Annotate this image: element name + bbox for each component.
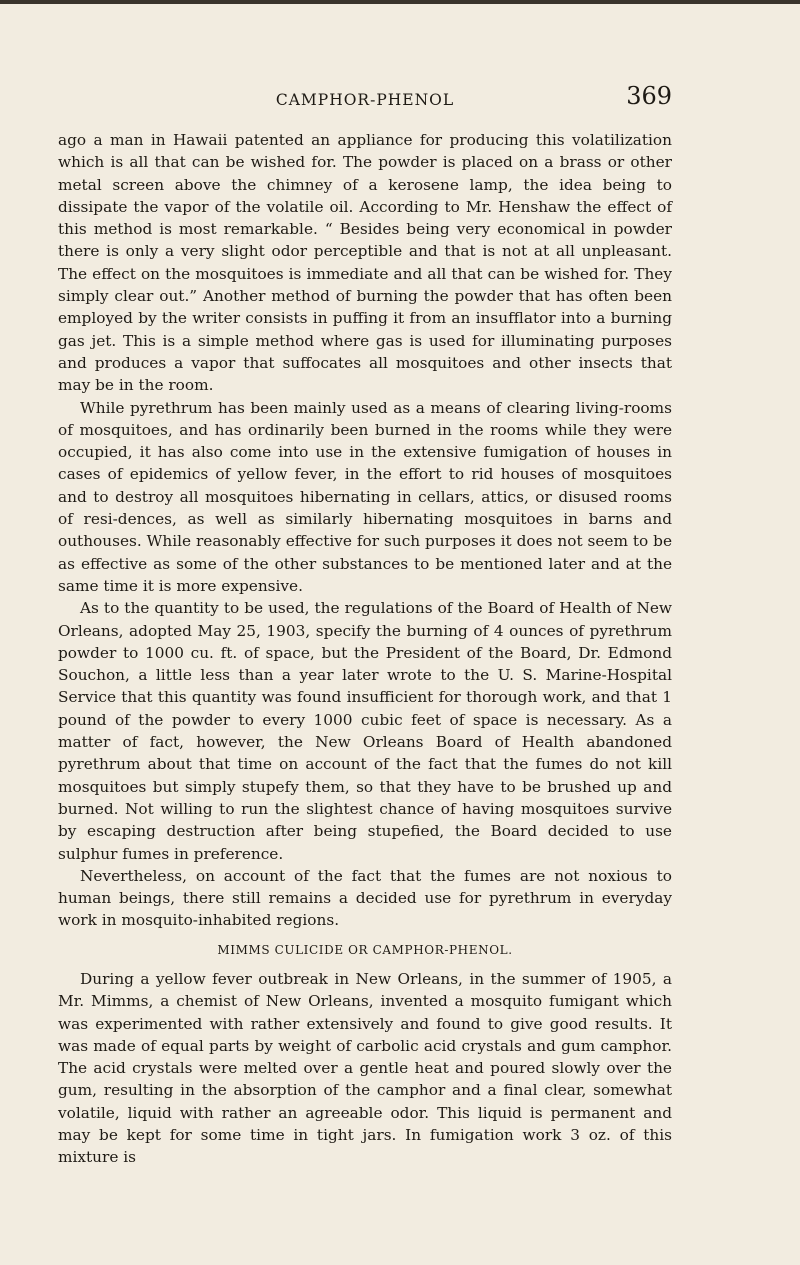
paragraph-mimms-culicide: During a yellow fever outbreak in New Orleans, in the summer of 1905, a Mr. Mimms, a chemist of New Orleans, invented a mosquito fumigant which was experimented with rather extensively and found to give good results. It was made of equal parts by weight of carbolic acid crystals and gum camphor. The acid crystals were melted over a gentle heat and poured slowly over the gum, resulting in the absorption of the camphor and a final clear, somewhat volatile, liquid with rather an agreeable odor. This liquid is permanent and may be kept for some time in tight jars. In fumigation work 3 oz. of this mixture is — [58, 969, 672, 1167]
book-page — [58, 0, 672, 1265]
running-title: CAMPHOR-PHENOL — [275, 91, 455, 109]
page-header — [58, 82, 672, 112]
paragraph-continued: ago a man in Hawaii patented an appliance for producing this volatilization which is all that can be wished for. The powder is placed on a brass or other metal screen above the chimney of a kerosene lamp, the idea being to dissipate the vapor of the volatile oil. According to Mr. Henshaw the effect of this method is most remarkable. “ Besides being very economical in powder there is only a very slight odor perceptible and that is not at all unpleasant. The effect on the mosquitoes is immediate and all that can be wished for. They simply clear out.” Another method of burning the powder that has often been employed by the writer consists in puffing it from an insufflator into a burning gas jet. This is a simple method where gas is used for illuminating purposes and produces a vapor that suffocates all mosquitoes and other insects that may be in the room. — [58, 131, 672, 395]
page-number: 369 — [626, 82, 672, 110]
paragraph-pyrethrum-use: While pyrethrum has been mainly used as a means of clearing living-rooms of mosquitoes, and has ordinarily been burned in the rooms while they were occupied, it has also come into use in the extensive fumigation of houses in cases of epidemics of yellow fever, in the effort to rid houses of mosquitoes and to destroy all mosquitoes hibernating in cellars, attics, or disused rooms of resi-dences, as well as similarly hibernating mosquitoes in barns and outhouses. While reasonably effective for such purposes it does not seem to be as effective as some of the other substances to be mentioned later and at the same time it is more expensive. — [58, 398, 672, 595]
body-text — [58, 129, 672, 1169]
paragraph-nevertheless: Nevertheless, on account of the fact that the fumes are not noxious to human beings, there still remains a decided use for pyrethrum in everyday work in mosquito-inhabited regions. — [58, 866, 672, 930]
paragraph-quantity: As to the quantity to be used, the regulations of the Board of Health of New Orleans, adopted May 25, 1903, specify the burning of 4 ounces of pyrethrum powder to 1000 cu. ft. of space, but the President of the Board, Dr. Edmond Souchon, a little less than a year later wrote to the U. S. Marine-Hospital Service that this quantity was found insufficient for thorough work, and that 1 pound of the powder to every 1000 cubic feet of space is necessary. As a matter of fact, however, the New Orleans Board of Health abandoned pyrethrum about that time on account of the fact that the fumes do not kill mosquitoes but simply stupefy them, so that they have to be brushed up and burned. Not willing to run the slightest chance of having mosquitoes survive by escaping destruction after being stupefied, the Board decided to use sulphur fumes in preference. — [58, 599, 672, 863]
section-heading: MIMMS CULICIDE OR CAMPHOR-PHENOL. — [217, 942, 513, 957]
